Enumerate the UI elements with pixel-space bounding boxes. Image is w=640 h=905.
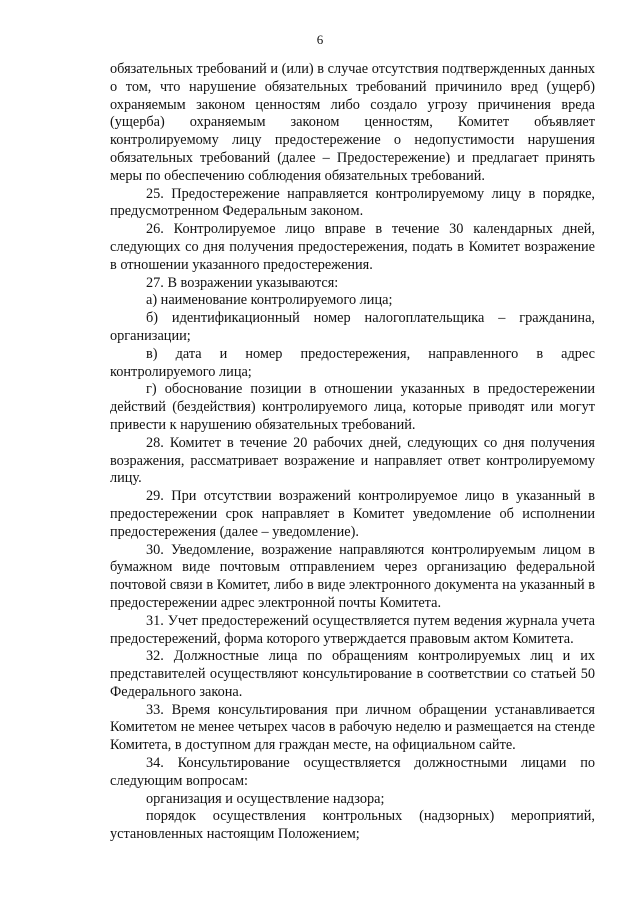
list-item-procedure: порядок осуществления контрольных (надзорных) мероприятий, установленных настоящим Положением;: [110, 808, 595, 843]
paragraph-32: 32. Должностные лица по обращениям контролируемых лиц и их представителей осуществляют консультирование в соответствии со статьей 50 Федерального закона.: [110, 648, 595, 700]
paragraph-28: 28. Комитет в течение 20 рабочих дней, следующих со дня получения возражения, рассматривает возражение и направляет ответ контролируемому лицу.: [110, 434, 595, 487]
list-item-supervision: организация и осуществление надзора;: [146, 790, 385, 807]
document-body: [110, 61, 595, 844]
paragraph-27: 27. В возражении указываются:: [146, 274, 339, 291]
paragraph-continuation: обязательных требований и (или) в случае отсутствия подтвержденных данных о том, что нарушение обязательных требований причинило вред (ущерб) охраняемым законом ценностям либо создало угрозу причинения вреда (ущерба) охраняемым законом ценностям, Комитет объявляет контролируемому лицу предостережение о недопустимости нарушения обязательных требований (далее – Предостережение) и предлагает принять меры по обеспечению соблюдения обязательных требований.: [110, 61, 595, 184]
paragraph-31: 31. Учет предостережений осуществляется путем ведения журнала учета предостережений, форма которого утверждается правовым актом Комитета.: [110, 612, 595, 647]
list-item-b: б) идентификационный номер налогоплательщика – гражданина, организации;: [110, 310, 595, 344]
list-item-g: г) обоснование позиции в отношении указанных в предостережении действий (бездействия) контролируемого лица, которые приводят или могут привести к нарушению обязательных требований.: [110, 381, 595, 433]
paragraph-34: 34. Консультирование осуществляется должностными лицами по следующим вопросам:: [110, 755, 595, 789]
list-item-a: а) наименование контролируемого лица;: [146, 292, 393, 309]
paragraph-33: 33. Время консультирования при личном обращении устанавливается Комитетом не менее четырех часов в рабочую неделю и размещается на стенде Комитета, в доступном для граждан месте, на официальном сайте.: [110, 701, 595, 754]
page-number: 6: [316, 32, 324, 47]
paragraph-26: 26. Контролируемое лицо вправе в течение 30 календарных дней, следующих со дня получения предостережения, подать в Комитет возражение в отношении указанного предостережения.: [110, 221, 595, 273]
paragraph-30: 30. Уведомление, возражение направляются контролируемым лицом в бумажном виде почтовым отправлением через организацию федеральной почтовой связи в Комитет, либо в виде электронного документа на указанный в предостережении адрес электронной почты Комитета.: [110, 541, 595, 611]
paragraph-25: 25. Предостережение направляется контролируемому лицу в порядке, предусмотренном Федеральным законом.: [110, 185, 595, 220]
paragraph-29: 29. При отсутствии возражений контролируемое лицо в указанный в предостережении срок направляет в Комитет уведомление об исполнении предостережения (далее – уведомление).: [110, 488, 595, 540]
list-item-v: в) дата и номер предостережения, направленного в адрес контролируемого лица;: [110, 345, 595, 380]
